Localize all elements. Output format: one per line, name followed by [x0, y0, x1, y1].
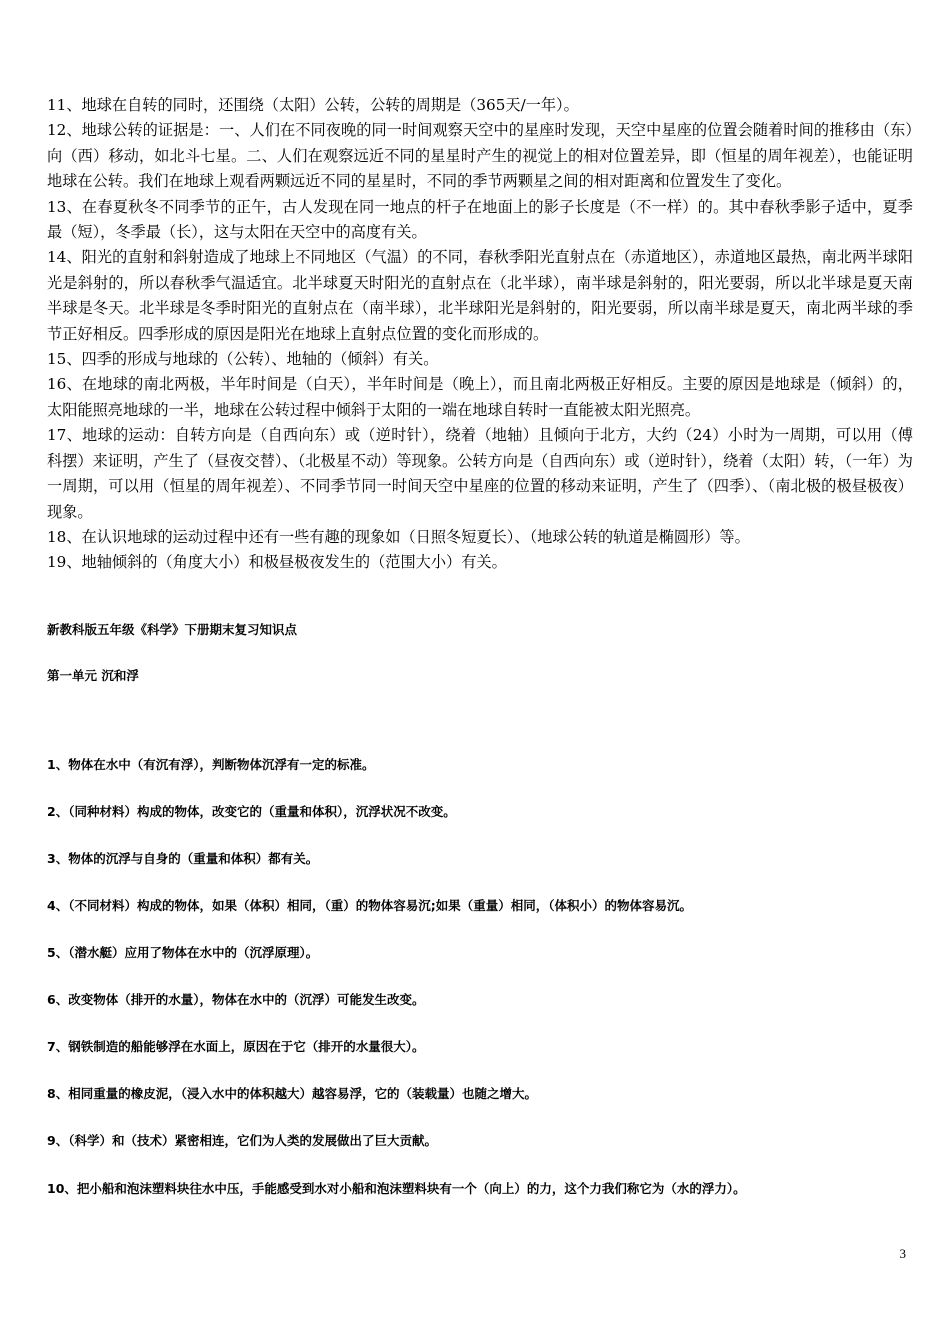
note-item: 11、地球在自转的同时，还围绕（太阳）公转，公转的周期是（365天/一年）。: [47, 96, 579, 114]
note-item: 16、在地球的南北两极，半年时间是（白天），半年时间是（晚上），而且南北两极正好相反。主要的原因是地球是（倾斜）的，太阳能照亮地球的一半，地球在公转过程中倾斜于太阳的一端在地球自转时一直能被太阳光照亮。: [47, 375, 913, 419]
note-item: 3、物体的沉浮与自身的（重量和体积）都有关。: [47, 851, 319, 866]
note-item: 15、四季的形成与地球的（公转）、地轴的（倾斜）有关。: [47, 350, 439, 369]
note-item: 10、把小船和泡沫塑料块往水中压，手能感受到水对小船和泡沫塑料块有一个（向上）的力，这个力我们称它为（水的浮力）。: [47, 1181, 746, 1196]
note-item: 13、在春夏秋冬不同季节的正午，古人发现在同一地点的杆子在地面上的影子长度是（不一样）的。其中春秋季影子适中，夏季最（短），冬季最（长），这与太阳在天空中的高度有关。: [47, 197, 913, 242]
unit-title: 第一单元 沉和浮: [47, 668, 139, 683]
earth-motion-notes: [47, 93, 913, 576]
note-item: 5、（潜水艇）应用了物体在水中的（沉浮原理）。: [47, 945, 319, 960]
note-item: 2、（同种材料）构成的物体，改变它的（重量和体积），沉浮状况不改变。: [47, 804, 456, 819]
note-item: 19、地轴倾斜的（角度大小）和极昼极夜发生的（范围大小）有关。: [47, 553, 507, 572]
sink-float-notes: [47, 757, 913, 1233]
page-number: 3: [899, 1246, 906, 1261]
note-item: 8、相同重量的橡皮泥，（浸入水中的体积越大）越容易浮，它的（装载量）也随之增大。: [47, 1086, 537, 1101]
document-title: 新教科版五年级《科学》下册期末复习知识点: [47, 622, 298, 637]
note-item: 7、钢铁制造的船能够浮在水面上，原因在于它（排开的水量很大）。: [47, 1039, 425, 1054]
note-item: 18、在认识地球的运动过程中还有一些有趣的现象如（日照冬短夏长）、（地球公转的轨道是椭圆形）等。: [47, 527, 750, 546]
note-item: 17、地球的运动：自转方向是（自西向东）或（逆时针），绕着（地轴）且倾向于北方，大约（24）小时为一周期，可以用（傅科摆）来证明，产生了（昼夜交替）、（北极星不动）等现象。公转方向是（自西向东）或（逆时针），绕着（太阳）转，（一年）为一周期，可以用（恒星的周年视差）、不同季节同一时间天空中星座的位置的移动来证明，产生了（四季）、（南北极的极昼极夜）现象。: [47, 426, 913, 521]
note-item: 6、改变物体（排开的水量），物体在水中的（沉浮）可能发生改变。: [47, 992, 425, 1007]
note-item: 14、阳光的直射和斜射造成了地球上不同地区（气温）的不同，春秋季阳光直射点在（赤道地区），赤道地区最热，南北两半球阳光是斜射的，所以春秋季气温适宜。北半球夏天时阳光的直射点在（北半球），南半球是斜射的，阳光要弱，所以北半球是夏天南半球是冬天。北半球是冬季时阳光的直射点在（南半球），北半球阳光是斜射的，阳光要弱，所以南半球是夏天，南北两半球的季节正好相反。四季形成的原因是阳光在地球上直射点位置的变化而形成的。: [47, 248, 913, 343]
note-item: 9、（科学）和（技术）紧密相连，它们为人类的发展做出了巨大贡献。: [47, 1133, 437, 1148]
note-item: 12、地球公转的证据是：一、人们在不同夜晚的同一时间观察天空中的星座时发现，天空中星座的位置会随着时间的推移由（东）向（西）移动，如北斗七星。二、人们在观察远近不同的星星时产生的视觉上的相对位置差异，即（恒星的周年视差），也能证明地球在公转。我们在地球上观看两颗远近不同的星星时，不同的季节两颗星之间的相对距离和位置发生了变化。: [47, 121, 913, 191]
note-item: 4、（不同材料）构成的物体，如果（体积）相同，（重）的物体容易沉;如果（重量）相同，（体积小）的物体容易沉。: [47, 898, 692, 913]
note-item: 1、物体在水中（有沉有浮），判断物体沉浮有一定的标准。: [47, 757, 375, 772]
